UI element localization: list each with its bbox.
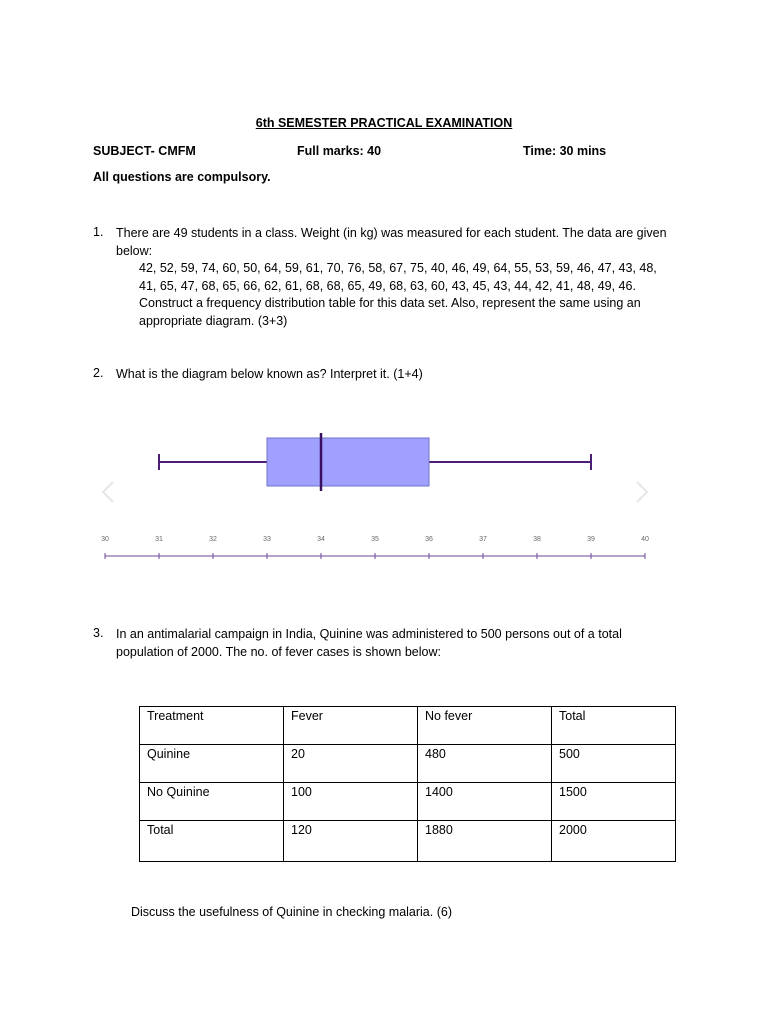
table-cell: Quinine xyxy=(140,745,284,783)
iqr-box xyxy=(267,438,429,486)
table-row xyxy=(140,745,676,783)
question-3-number: 3. xyxy=(93,626,104,640)
next-arrow-icon xyxy=(637,482,647,502)
question-1-instruction: Construct a frequency distribution table for this data set. Also, represent the same using an appropriate diagram. (3+3) xyxy=(139,296,641,328)
table-cell: No Quinine xyxy=(140,783,284,821)
table-row xyxy=(140,783,676,821)
table-row xyxy=(140,821,676,862)
fever-cases-table xyxy=(139,706,676,862)
question-1-data: 42, 52, 59, 74, 60, 50, 64, 59, 61, 70, 76, 58, 67, 75, 40, 46, 49, 64, 55, 53, 59, 46, 47, 43, 48, 41, 65, 47, 68, 65, 66, 62, 61, 68, 68, 65, 49, 68, 63, 60, 43, 45, 43, 44, 42, 41, 48, 49, 46. xyxy=(139,261,657,293)
subject-label: SUBJECT- CMFM xyxy=(93,144,196,158)
time-label: Time: 30 mins xyxy=(523,144,607,158)
prev-arrow-icon xyxy=(103,482,113,502)
x-tick-label: 31 xyxy=(155,536,163,543)
x-tick-label: 36 xyxy=(425,536,433,543)
table-cell: Total xyxy=(140,821,284,862)
box-plot-chart xyxy=(95,420,665,570)
table-cell: 20 xyxy=(284,745,418,783)
table-header-cell: Total xyxy=(552,707,676,745)
x-tick-label: 30 xyxy=(101,536,109,543)
x-tick-label: 35 xyxy=(371,536,379,543)
x-tick-label: 33 xyxy=(263,536,271,543)
x-tick-label: 34 xyxy=(317,536,325,543)
table-header-row xyxy=(140,707,676,745)
table-cell: 1400 xyxy=(418,783,552,821)
full-marks-label: Full marks: 40 xyxy=(297,144,382,158)
question-1-number: 1. xyxy=(93,225,104,239)
table-header-cell: Fever xyxy=(284,707,418,745)
table-cell: 2000 xyxy=(552,821,676,862)
x-tick-label: 40 xyxy=(641,536,649,543)
instructions-text: All questions are compulsory. xyxy=(93,170,271,184)
question-3-followup: Discuss the usefulness of Quinine in checking malaria. (6) xyxy=(131,905,452,919)
table-cell: 120 xyxy=(284,821,418,862)
exam-title: 6th SEMESTER PRACTICAL EXAMINATION xyxy=(255,116,513,130)
table-cell: 1500 xyxy=(552,783,676,821)
table-cell: 480 xyxy=(418,745,552,783)
table-header-cell: No fever xyxy=(418,707,552,745)
table-cell: 1880 xyxy=(418,821,552,862)
table-cell: 500 xyxy=(552,745,676,783)
table-cell: 100 xyxy=(284,783,418,821)
question-2-number: 2. xyxy=(93,366,104,380)
question-2-text: What is the diagram below known as? Interpret it. (1+4) xyxy=(116,367,423,381)
x-tick-label: 39 xyxy=(587,536,595,543)
x-tick-label: 32 xyxy=(209,536,217,543)
x-tick-label: 38 xyxy=(533,536,541,543)
question-3-text: In an antimalarial campaign in India, Quinine was administered to 500 persons out of a total population of 2000. The no. of fever cases is shown below: xyxy=(116,627,622,659)
x-tick-label: 37 xyxy=(479,536,487,543)
question-1-text: There are 49 students in a class. Weight (in kg) was measured for each student. The data are given below: xyxy=(116,226,667,258)
table-header-cell: Treatment xyxy=(140,707,284,745)
